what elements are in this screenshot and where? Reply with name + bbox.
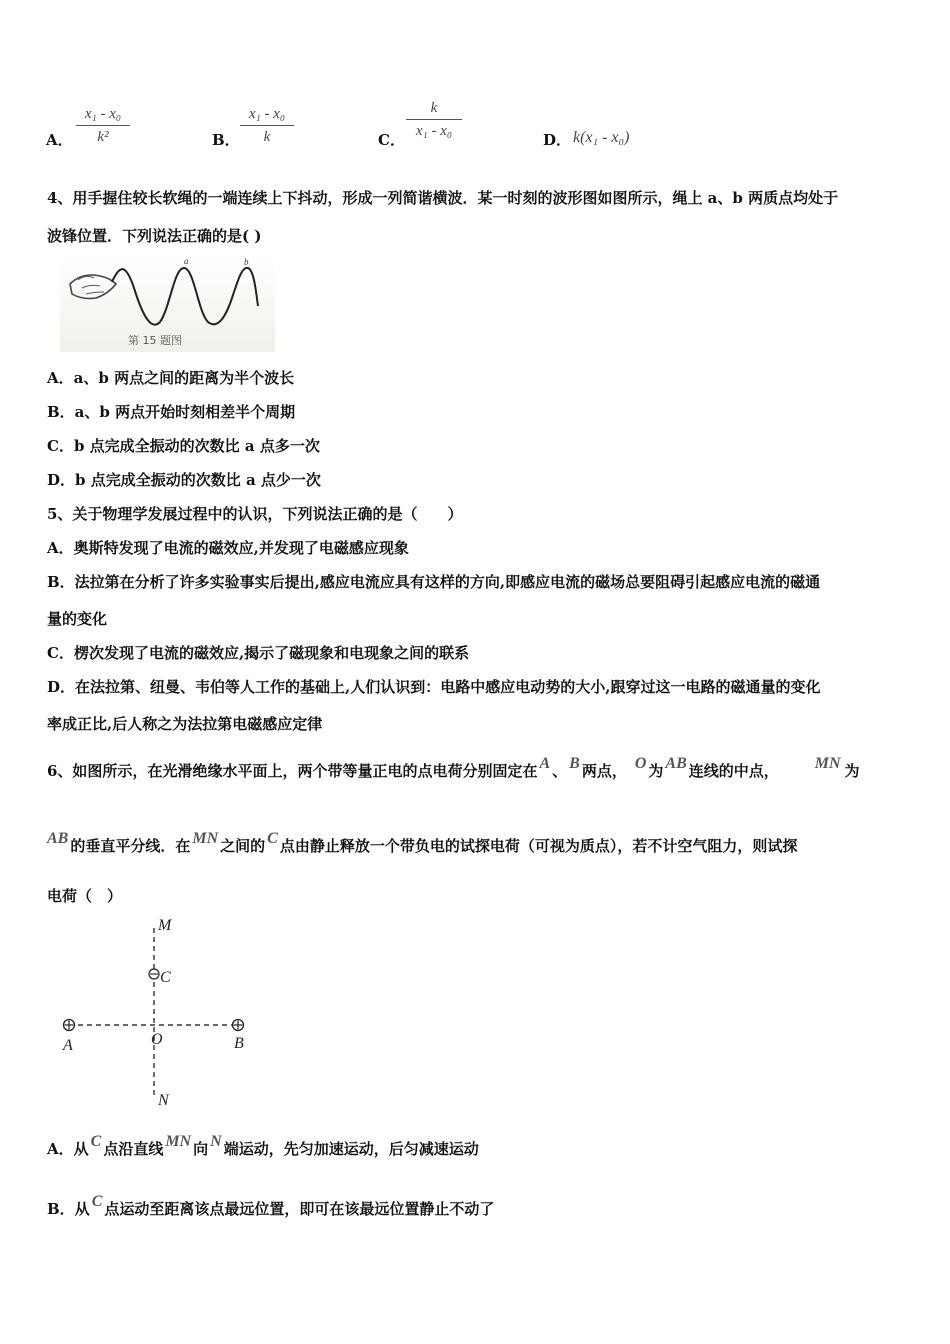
q5-option-d-line2[interactable]: 率成正比,后人称之为法拉第电磁感应定律	[47, 715, 323, 733]
q6-stem-line3: 电荷（ ）	[47, 887, 123, 905]
wave-caption: 第 15 题图	[128, 334, 182, 347]
q3-option-a-label: A．	[46, 131, 73, 149]
q5-stem: 5、关于物理学发展过程中的认识，下列说法正确的是（ ）	[47, 505, 463, 523]
q5-option-b-line1[interactable]: B．法拉第在分析了许多实验事实后提出,感应电流应具有这样的方向,即感应电流的磁场总要阻碍引起感应电流的磁通	[47, 573, 821, 591]
var-MN-oa: MN	[165, 1133, 192, 1150]
var-N-oa: N	[210, 1133, 222, 1150]
var-C-oa: C	[90, 1133, 102, 1150]
label-B: B	[234, 1035, 244, 1052]
q3-option-c-fraction	[406, 100, 462, 140]
test-charge-c-icon	[149, 969, 159, 979]
var-MN: MN	[814, 755, 841, 772]
q3-option-c-denominator: x₁ - x₀	[415, 123, 453, 139]
var-AB: AB	[665, 755, 687, 772]
q3-option-b-denominator: k	[263, 129, 271, 145]
q3-option-a-denominator: k²	[97, 129, 109, 145]
q4-option-d[interactable]: D．b 点完成全振动的次数比 a 点少一次	[47, 471, 321, 489]
charge-figure-svg	[50, 912, 270, 1112]
q5-option-d-line1[interactable]: D．在法拉第、纽曼、韦伯等人工作的基础上,人们认识到：电路中感应电动势的大小,跟穿过这一电路的磁通量的变化	[47, 678, 821, 696]
var-C: C	[267, 830, 278, 847]
q4-stem-line2: 波锋位置．下列说法正确的是( )	[47, 227, 262, 245]
q3-option-d-label: D．	[543, 131, 572, 149]
var-AB-2: AB	[47, 830, 69, 847]
var-A: A	[539, 755, 551, 772]
wave-figure-svg	[60, 254, 275, 352]
q3-option-c-label: C．	[378, 131, 405, 149]
q5-option-c[interactable]: C．楞次发现了电流的磁效应,揭示了磁现象和电现象之间的联系	[47, 644, 470, 662]
q3-option-d-expression: k(x₁ - x₀)	[573, 129, 630, 146]
label-A: A	[63, 1037, 73, 1054]
label-O: O	[151, 1031, 163, 1048]
var-MN-2: MN	[192, 830, 219, 847]
q6-option-a[interactable]: A．从 C 点沿直线 MN 向 N 端运动，先匀加速运动，后匀减速运动	[47, 1133, 479, 1158]
q6-option-b[interactable]: B．从 C 点运动至距离该点最远位置，即可在该最远位置静止不动了	[47, 1193, 495, 1218]
q3-option-a-numerator: x₁ - x₀	[84, 106, 122, 122]
q5-option-b-line2[interactable]: 量的变化	[47, 610, 108, 628]
q6-stem-line1: 6、如图所示，在光滑绝缘水平面上，两个带等量正电的点电荷分别固定在 A 、 B 两点， O 为 AB 连线的中点， MN 为	[47, 755, 860, 780]
q6-charge-figure	[50, 912, 270, 1112]
q3-option-b-fraction	[240, 106, 294, 146]
q3-option-b-numerator: x₁ - x₀	[248, 106, 286, 122]
wave-label-b: b	[244, 257, 249, 267]
label-C: C	[160, 969, 171, 986]
q5-option-a[interactable]: A．奥斯特发现了电流的磁效应,并发现了电磁感应现象	[47, 539, 409, 557]
q3-option-b-label: B．	[212, 131, 240, 149]
q4-wave-figure	[60, 254, 275, 352]
label-M: M	[158, 917, 172, 934]
var-O: O	[634, 755, 647, 772]
q4-option-b[interactable]: B．a、b 两点开始时刻相差半个周期	[47, 403, 296, 421]
var-B: B	[569, 755, 580, 772]
q3-option-c-numerator: k	[430, 100, 438, 116]
charge-b-icon	[233, 1020, 244, 1031]
q4-stem-line1: 4、用手握住较长软绳的一端连续上下抖动，形成一列简谐横波．某一时刻的波形图如图所示，绳上 a、b 两质点均处于	[47, 189, 839, 207]
var-C-ob: C	[91, 1193, 103, 1210]
q4-option-c[interactable]: C．b 点完成全振动的次数比 a 点多一次	[47, 437, 320, 455]
q3-option-a-fraction	[76, 106, 130, 146]
charge-a-icon	[64, 1020, 75, 1031]
q4-option-a[interactable]: A．a、b 两点之间的距离为半个波长	[47, 369, 295, 387]
label-N: N	[158, 1092, 169, 1109]
q6-stem-line2: AB 的垂直平分线．在 MN 之间的 C 点由静止释放一个带负电的试探电荷（可视为质点），若不计空气阻力，则试探	[47, 830, 798, 855]
wave-label-a: a	[184, 256, 189, 266]
